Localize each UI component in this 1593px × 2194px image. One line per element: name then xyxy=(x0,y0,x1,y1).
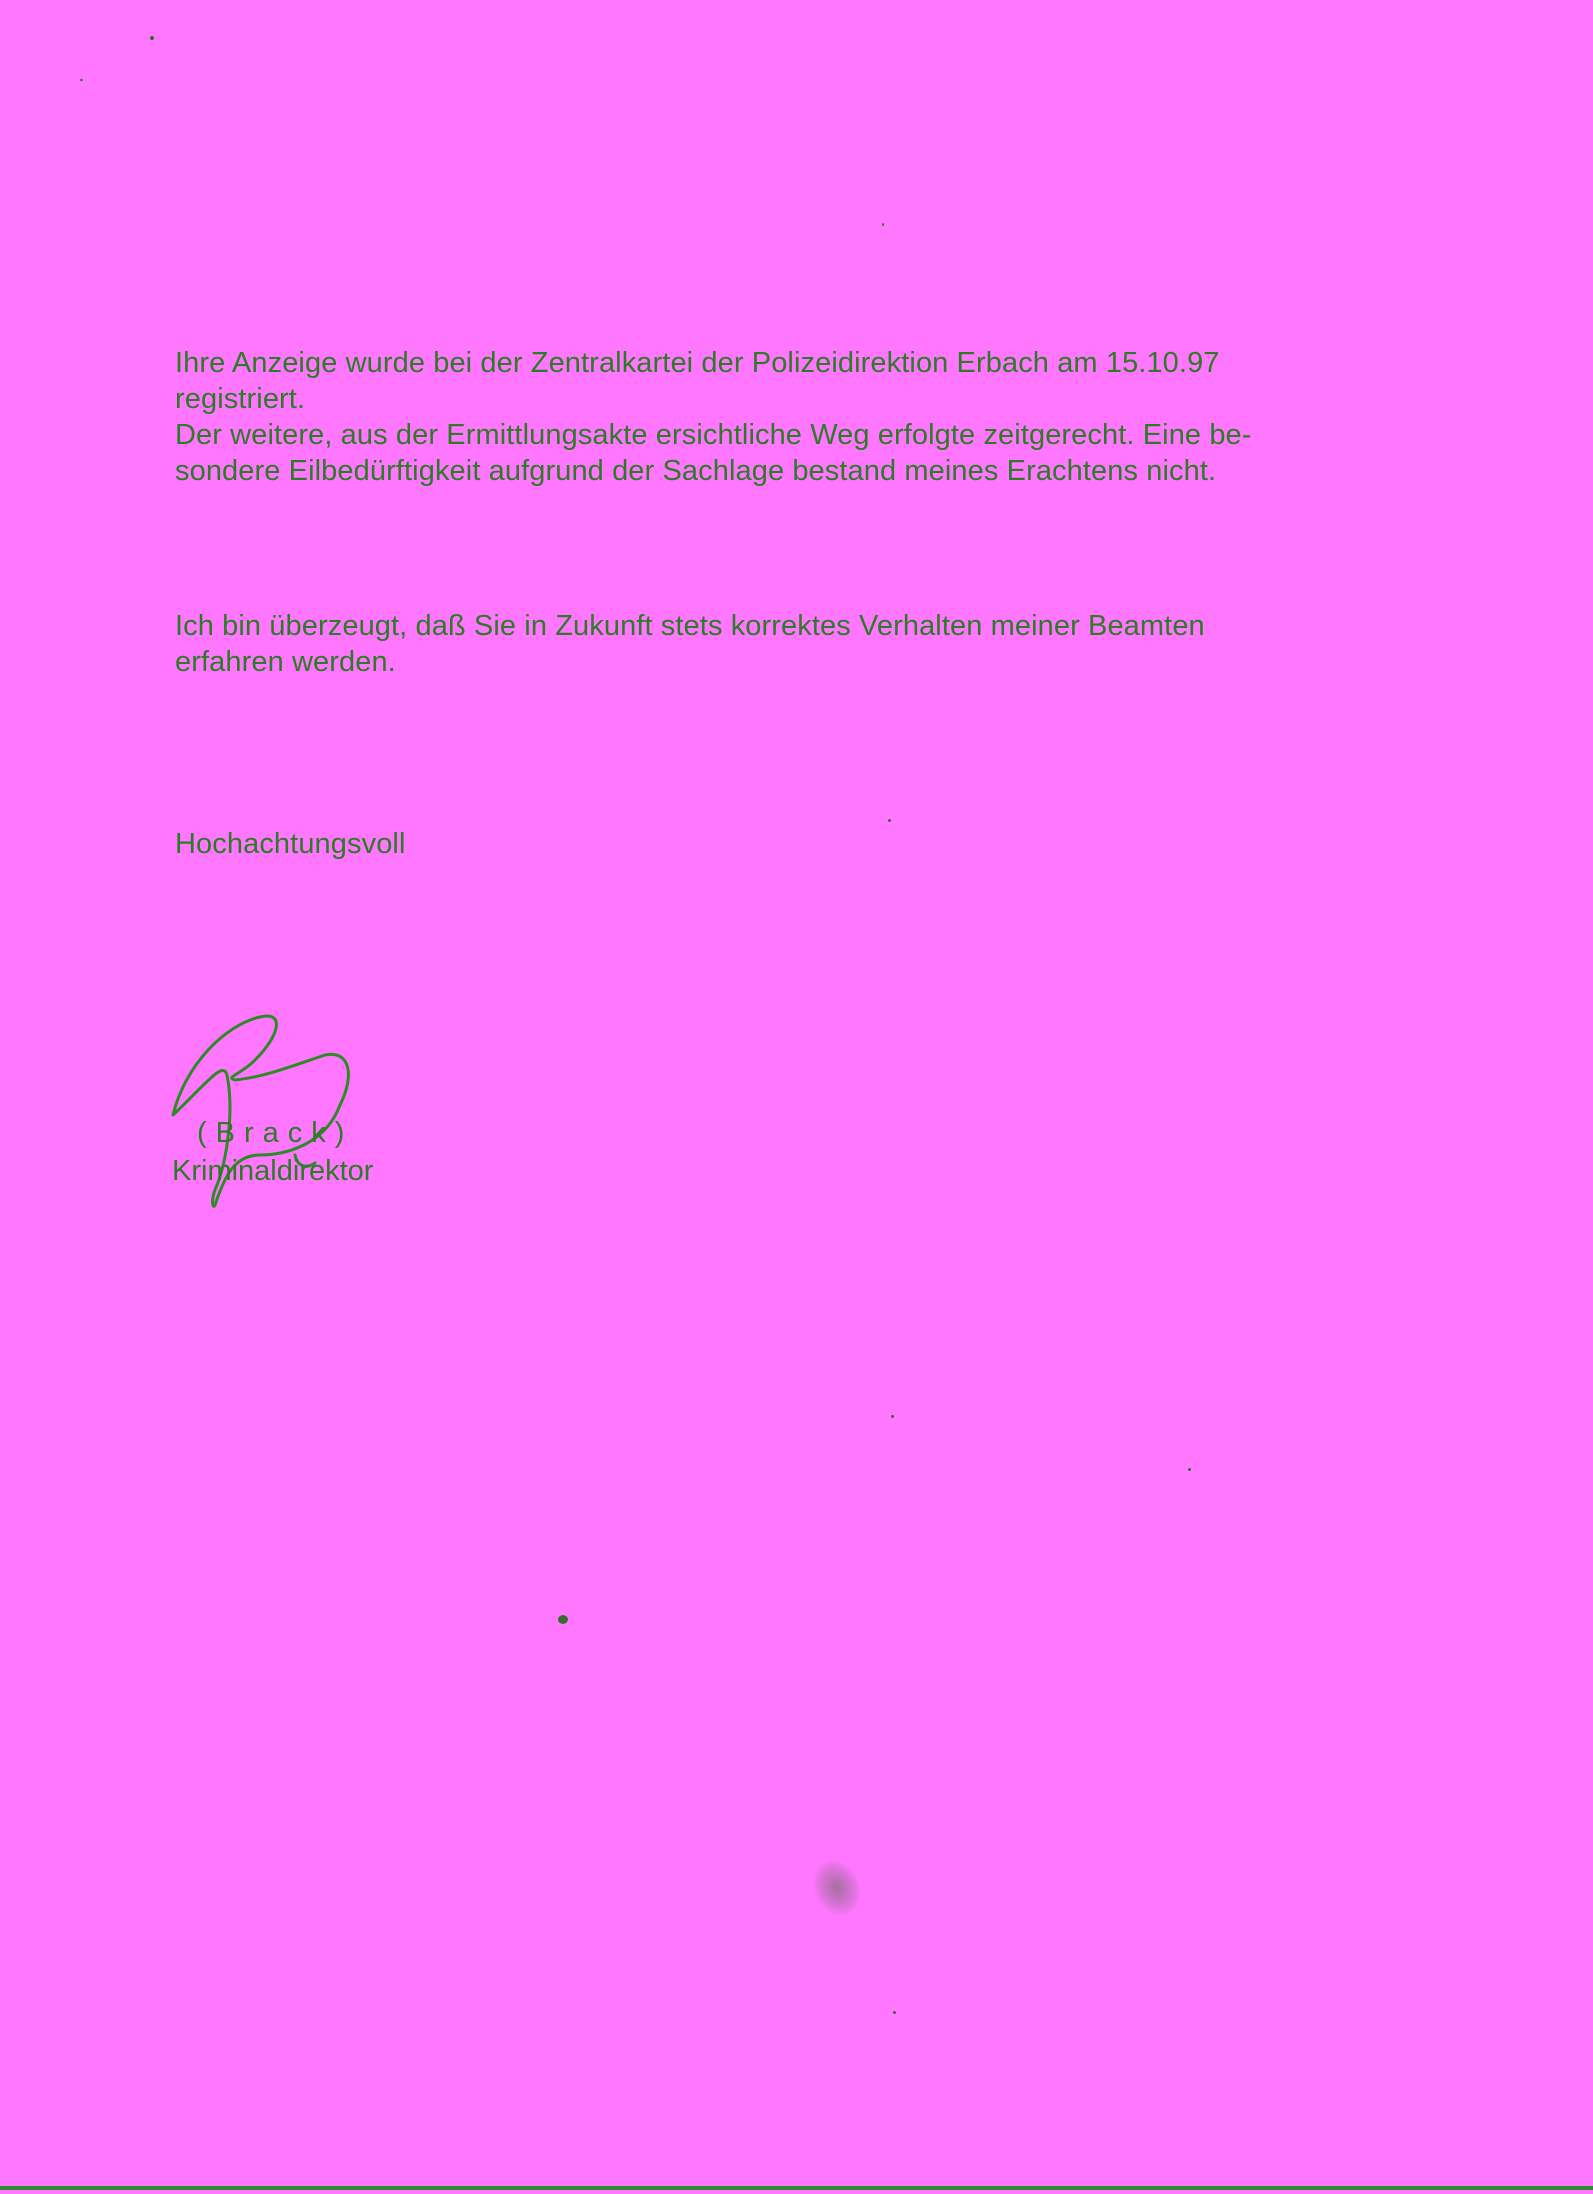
scan-speck xyxy=(1188,1468,1191,1471)
text-line: Ich bin überzeugt, daß Sie in Zukunft stets korrektes Verhalten meiner Beamten xyxy=(175,610,1205,642)
text-line: sondere Eilbedürftigkeit aufgrund der Sachlage bestand meines Erachtens nicht. xyxy=(175,455,1217,487)
scan-speck xyxy=(882,223,884,226)
page-edge-line xyxy=(0,2186,1593,2190)
text-line: erfahren werden. xyxy=(175,646,396,678)
text-line: Ihre Anzeige wurde bei der Zentralkartei der Polizeidirektion Erbach am 15.10.97 xyxy=(175,347,1220,379)
signatory-title: Kriminaldirektor xyxy=(172,1155,374,1187)
scan-speck xyxy=(80,79,83,81)
closing-salutation: Hochachtungsvoll xyxy=(175,828,406,860)
signatory-name: (Brack) xyxy=(197,1117,354,1149)
paragraph-registration xyxy=(175,345,1252,489)
text-line: registriert. xyxy=(175,383,306,415)
scan-speck xyxy=(150,36,154,40)
text-line: Der weitere, aus der Ermittlungsakte ersichtliche Weg erfolgte zeitgerecht. Eine be- xyxy=(175,419,1252,451)
paragraph-assurance xyxy=(175,608,1205,680)
scan-speck xyxy=(891,1415,894,1418)
scan-speck xyxy=(893,2011,896,2014)
scan-speck xyxy=(558,1615,568,1624)
scan-speck xyxy=(888,819,891,822)
scan-smudge xyxy=(805,1853,869,1922)
